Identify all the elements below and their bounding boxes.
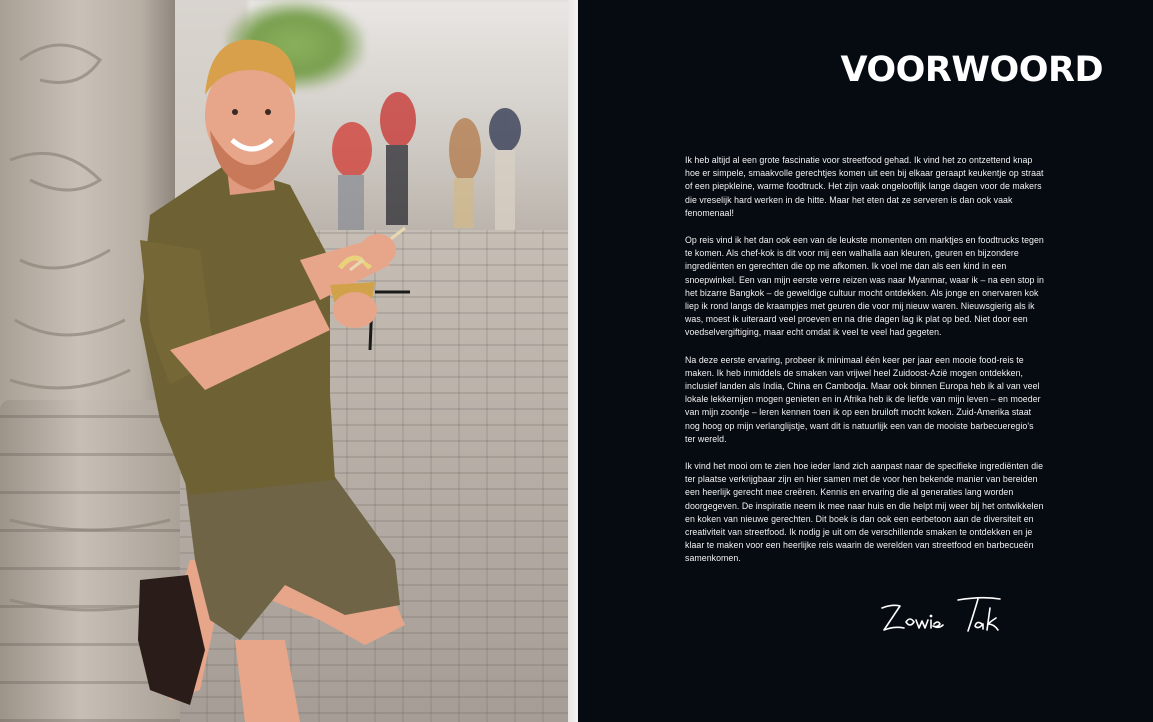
- paragraph-4: Ik vind het mooi om te zien hoe ieder land zich aanpast naar de specifieke ingrediënten die ter plaatse verkrijgbaar zijn en hier samen met de voor hen bekende manier van bereiden een heerlijk gerecht mee creëren. Kennis en ervaring die al generaties lang worden doorgegeven. De inspiratie neem ik mee naar huis en die helpt mij weer bij het ontwikkelen en koken van nieuwe gerechten. Dit boek is dan ook een eerbetoon aan de diversiteit en creativiteit van streetfood. Ik nodig je uit om de verschillende smaken te ontdekken en je klaar te maken voor een heerlijke reis waarin de werelden van streetfood en barbecueën samenkomen.: [685, 461, 1044, 564]
- building-edge: [568, 0, 578, 722]
- background-pedestrians: [332, 92, 521, 230]
- paragraph-1: Ik heb altijd al een grote fascinatie voor streetfood gehad. Ik vind het zo ontzettend knap hoe er simpele, smaakvolle gerechtjes komen uit een bij elkaar geraapt keukentje op straat of een piepkleine, warme foodtruck. Het zijn vaak ongelooflijk lange dagen voor de makers die vreselijk hard werken in de hitte. Maar het eten dat ze serveren is dan ook vaak fenomenaal!: [685, 155, 1044, 218]
- foreword-page: [578, 0, 1153, 722]
- foreword-body: [685, 154, 1045, 580]
- paragraph-2: Op reis vind ik het dan ook een van de leukste momenten om marktjes en foodtrucks tegen te komen. Als chef-kok is dit voor mij een walhalla aan kleuren, geuren en bijzondere ingrediënten en gerechten die op me afkomen. Ik voel me dan als een kind in een snoepwinkel. Een van mijn eerste verre reizen was naar Myanmar, waar ik – na een stop in het bizarre Bangkok – de geweldige cultuur mocht ontdekken. Als jonge en onervaren kok liep ik rond langs de kraampjes met geuren die voor mij nieuw waren. Nieuwsgierig als ik was, moest ik uiteraard veel proeven en na drie dagen lag ik plat op bed. Niet door een voedselvergiftiging, maar echt omdat ik veel te veel had gegeten.: [685, 235, 1044, 338]
- page-title: VOORWOORD: [840, 50, 1103, 90]
- author-signature: [878, 594, 1028, 638]
- paragraph-3: Na deze eerste ervaring, probeer ik minimaal één keer per jaar een mooie food-reis te maken. Ik heb inmiddels de smaken van vrijwel heel Zuidoost-Azië mogen ontdekken, inclusief landen als India, China en Cambodja. Maar ook binnen Europa heb ik al van veel lokale lekkernijen mogen genieten en in Afrika heb ik de liefde van mijn leven – en moeder van mijn zoontje – leren kennen toen ik op een bruiloft mocht koken. Zuid-Amerika staat nog hoog op mijn verlanglijstje, want dit is natuurlijk een van de mooiste barbecueregio’s ter wereld.: [685, 354, 1041, 444]
